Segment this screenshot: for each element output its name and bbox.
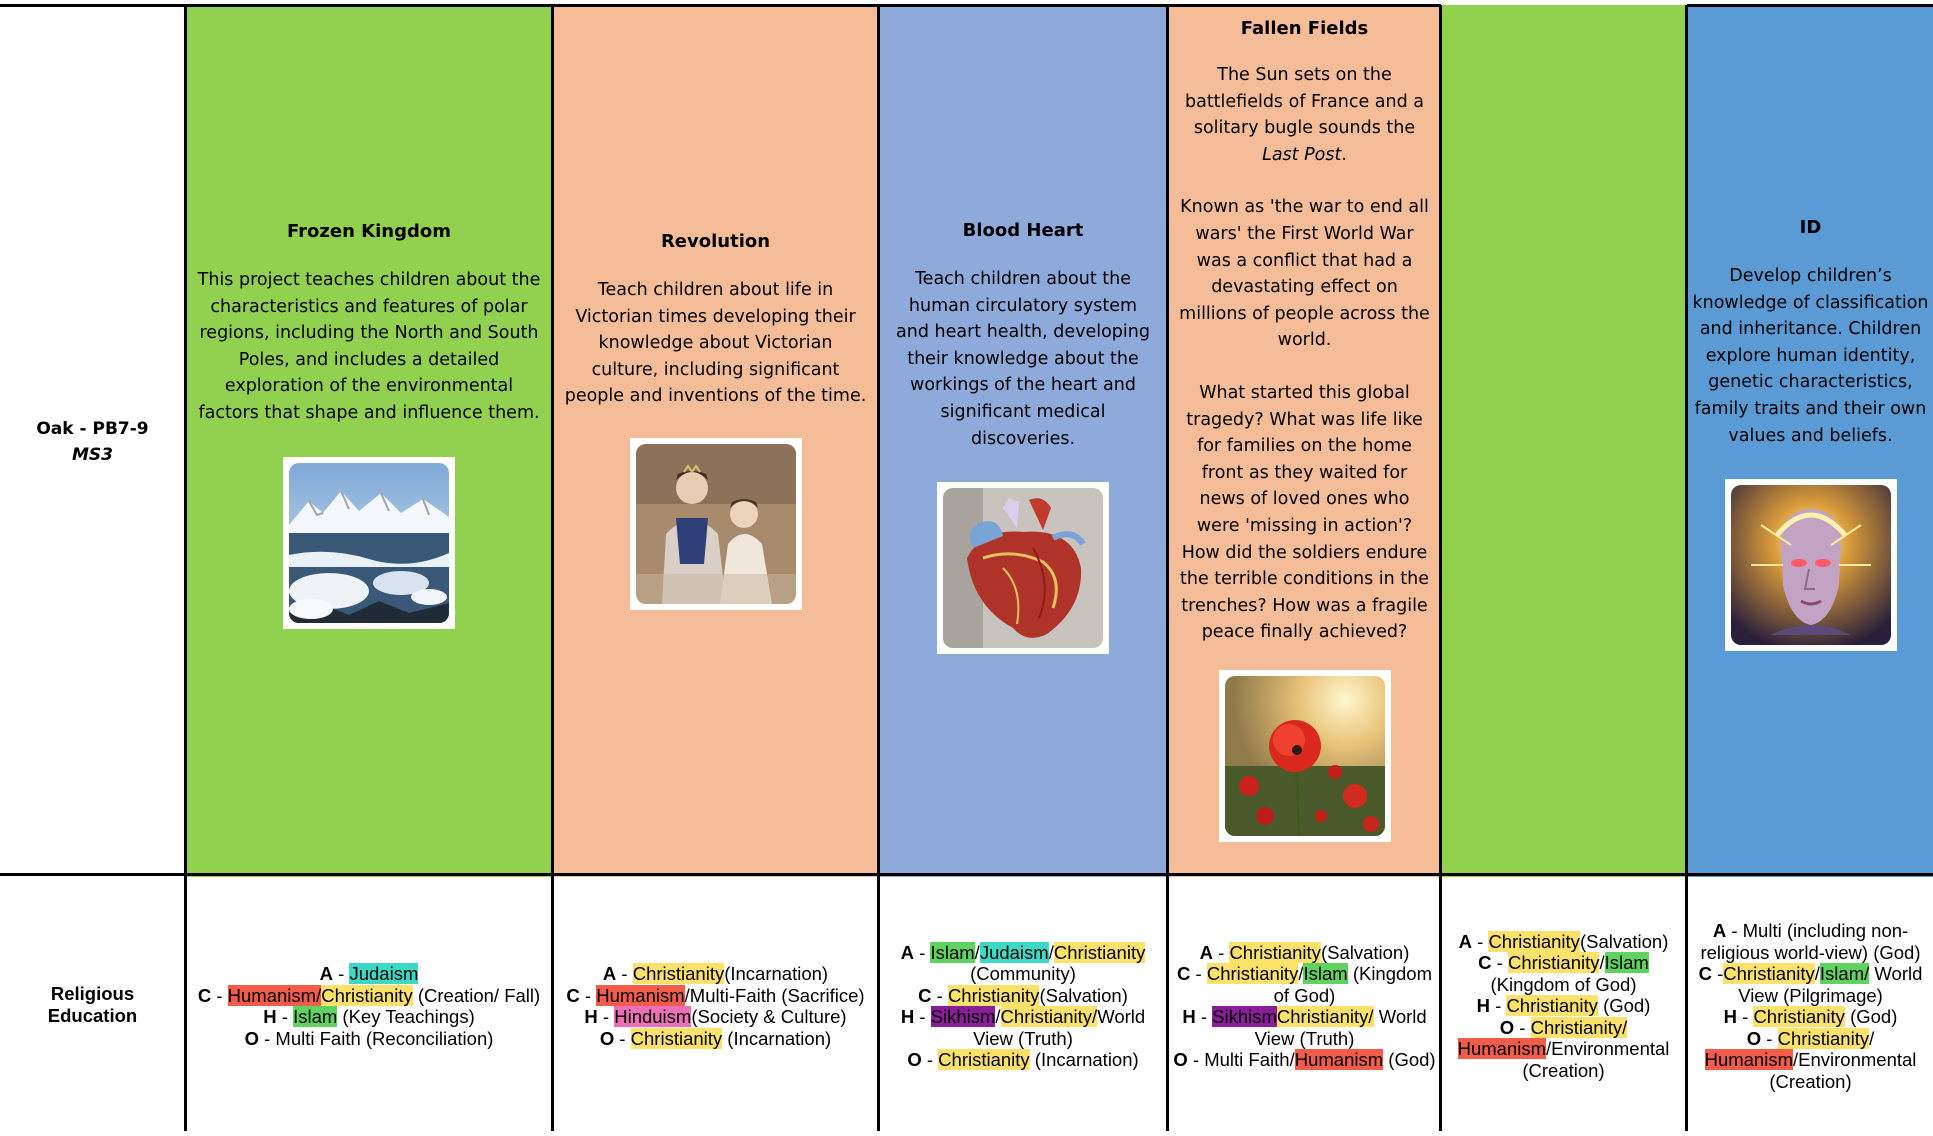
project-description: This project teaches children about the characteristics and features of polar regions, including the North and South Poles, and includes a detailed exploration of the environmental factors that shape and influence them.	[197, 270, 541, 423]
project-id	[1688, 217, 1933, 651]
project-title: Revolution	[660, 231, 771, 252]
description-paragraph: The Sun sets on the battlefields of France and a solitary bugle sounds the Last Post.	[1184, 65, 1425, 165]
description-paragraph: What started this global tragedy? What was life like for families on the home front as they waited for news of loved ones who were 'missing in action'? How did the soldiers endure the terrible conditions in the trenches? How was a fragile peace finally achieved?	[1180, 382, 1429, 643]
poppy-field-photo	[1219, 670, 1391, 842]
queen-victoria-painting	[630, 438, 802, 610]
project-title: Fallen Fields	[1240, 18, 1369, 39]
project-revolution	[554, 231, 877, 610]
project-description: Develop children’s knowledge of classification and inheritance. Children explore human identity, genetic characteristics, family traits and their own values and beliefs.	[1692, 266, 1929, 446]
project-title: ID	[1799, 217, 1822, 238]
re-line-h: H - Christianity (God)	[1723, 1006, 1898, 1027]
re-line-h: H - Christianity (God)	[1476, 995, 1651, 1017]
re-line-c: C - Humanism/Christianity (Creation/ Fall)	[197, 984, 541, 1006]
last-post-italic: Last Post	[1262, 144, 1342, 165]
re-line-h: H - Islam (Key Teachings)	[263, 1006, 475, 1027]
re-line-h: H - Hinduism(Society & Culture)	[584, 1006, 847, 1027]
re-cell-revolution	[554, 876, 877, 1136]
project-blood-heart	[880, 220, 1166, 654]
anatomical-heart-model-photo	[937, 482, 1109, 654]
re-line-c: C -Christianity/Islam/ World View (Pilgrimage)	[1698, 963, 1923, 1006]
re-line-o: O - Multi Faith/Humanism (God)	[1173, 1049, 1436, 1070]
polar-landscape-photo	[283, 457, 455, 629]
re-line-o: O - Multi Faith (Reconciliation)	[244, 1027, 494, 1049]
class-name: Oak - PB7-9	[36, 419, 149, 439]
table-top-border	[0, 4, 1441, 7]
re-content	[1446, 931, 1681, 1082]
re-line-c: C - Christianity/Islam (Kingdom of God)	[1177, 963, 1432, 1006]
re-line-h: H - SikhismChristianity/ World View (Truth)	[1182, 1006, 1427, 1049]
re-line-a: A - Christianity(Salvation)	[1199, 941, 1410, 963]
class-label	[0, 416, 185, 468]
project-description: Teach children about the human circulatory system and heart health, developing their knowledge about the workings of the heart and significant medical discoveries.	[896, 269, 1150, 449]
project-description	[1169, 62, 1440, 646]
re-line-a: A - Christianity(Incarnation)	[602, 963, 829, 984]
re-line-c: C - Christianity(Salvation)	[918, 984, 1128, 1006]
re-line-c: C - Humanism/Multi-Faith (Sacrifice)	[566, 984, 865, 1006]
re-content	[1173, 942, 1436, 1071]
project-cell-empty	[1441, 5, 1687, 877]
re-line-a: A - Multi (including non-religious world-view) (God)	[1700, 920, 1921, 963]
re-content	[884, 942, 1162, 1071]
re-line-a: A - Islam/Judaism/Christianity (Community)	[900, 941, 1146, 984]
re-content	[198, 963, 540, 1049]
re-content	[1692, 920, 1929, 1092]
table-top-border-right	[1687, 4, 1933, 7]
description-paragraph: Known as 'the war to end all wars' the First World War was a conflict that had a devastating effect on millions of people across the world.	[1179, 197, 1430, 351]
re-line-o: O - Christianity (Incarnation)	[599, 1027, 832, 1049]
subject-label	[0, 983, 185, 1027]
project-title: Blood Heart	[962, 220, 1084, 241]
re-line-a: A - Judaism	[319, 963, 419, 984]
re-content	[566, 963, 864, 1049]
re-line-o: O - Christianity/ Humanism/Environmental (Creation)	[1457, 1016, 1670, 1081]
re-cell-blood-heart	[880, 876, 1166, 1136]
re-line-o: O - Christianity/ Humanism/Environmental (Creation)	[1704, 1027, 1917, 1092]
re-line-h: H - Sikhism/Christianity/World View (Truth)	[900, 1006, 1146, 1049]
glowing-head-illustration	[1725, 479, 1897, 651]
project-frozen-kingdom	[187, 221, 551, 629]
subject-label-line1: Religious	[50, 983, 135, 1004]
project-title: Frozen Kingdom	[287, 221, 451, 242]
re-cell-fallen-fields	[1169, 876, 1440, 1136]
subject-label-line2: Education	[47, 1005, 138, 1026]
project-fallen-fields	[1169, 18, 1440, 842]
re-cell-frozen-kingdom	[187, 876, 551, 1136]
re-line-a: A - Christianity(Salvation)	[1458, 930, 1669, 952]
re-cell-id	[1688, 876, 1933, 1136]
class-subtitle: MS3	[72, 445, 113, 465]
project-description: Teach children about life in Victorian times developing their knowledge about Victorian culture, including significant people and inventions of the time.	[564, 280, 867, 407]
re-cell-empty-project	[1442, 876, 1685, 1136]
re-line-o: O - Christianity (Incarnation)	[907, 1049, 1139, 1070]
re-line-c: C - Christianity/Islam (Kingdom of God)	[1478, 952, 1649, 995]
